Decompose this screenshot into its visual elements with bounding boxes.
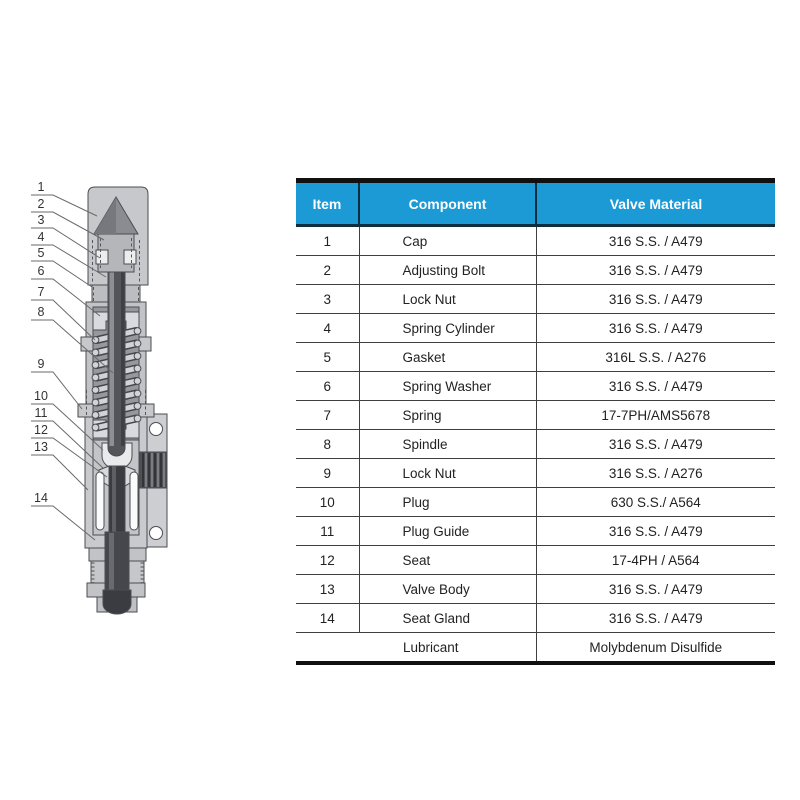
item-cell: 3 [296, 285, 359, 314]
lubricant-row [296, 633, 775, 662]
callout-6: 6 [37, 264, 45, 278]
callout-4: 4 [37, 230, 45, 244]
table-row [296, 226, 775, 256]
table-header-row [296, 183, 775, 226]
table-row [296, 372, 775, 401]
col-header-item: Item [296, 183, 359, 226]
material-cell: 17-7PH/AMS5678 [536, 401, 775, 430]
callout-11: 11 [34, 406, 48, 420]
table-row [296, 546, 775, 575]
material-cell: 316 S.S. / A479 [536, 604, 775, 633]
material-cell: 316 S.S. / A479 [536, 575, 775, 604]
material-cell: 316 S.S. / A479 [536, 285, 775, 314]
table-row [296, 459, 775, 488]
callout-13: 13 [34, 440, 48, 454]
material-cell: 316 S.S. / A479 [536, 226, 775, 256]
flange-hole-top [150, 423, 163, 436]
table-row [296, 430, 775, 459]
item-cell: 11 [296, 517, 359, 546]
callout-7: 7 [37, 285, 45, 299]
component-cell: Valve Body [359, 575, 536, 604]
table-row [296, 256, 775, 285]
material-cell: 316 S.S. / A276 [536, 459, 775, 488]
material-cell: 316 S.S. / A479 [536, 517, 775, 546]
callout-14: 14 [34, 491, 48, 505]
component-cell: Plug [359, 488, 536, 517]
item-cell: 2 [296, 256, 359, 285]
component-cell: Gasket [359, 343, 536, 372]
callout-9: 9 [37, 357, 45, 371]
material-cell: 316 S.S. / A479 [536, 372, 775, 401]
material-cell: 17-4PH / A564 [536, 546, 775, 575]
component-cell: Plug Guide [359, 517, 536, 546]
component-cell: Adjusting Bolt [359, 256, 536, 285]
flange-hole-bottom [150, 527, 163, 540]
callout-8: 8 [37, 305, 45, 319]
materials-table [296, 178, 775, 665]
item-cell: 13 [296, 575, 359, 604]
item-cell: 6 [296, 372, 359, 401]
lubricant-label-cell: Lubricant [296, 633, 536, 662]
col-header-component: Component [359, 183, 536, 226]
table-row [296, 343, 775, 372]
table-row [296, 314, 775, 343]
item-cell: 4 [296, 314, 359, 343]
callout-2: 2 [37, 197, 45, 211]
table-row [296, 285, 775, 314]
item-cell: 5 [296, 343, 359, 372]
table-row [296, 604, 775, 633]
component-cell: Cap [359, 226, 536, 256]
col-header-material: Valve Material [536, 183, 775, 226]
table-row [296, 575, 775, 604]
callout-1: 1 [37, 180, 45, 194]
item-cell: 10 [296, 488, 359, 517]
table-row [296, 517, 775, 546]
plug-guide-right [130, 472, 138, 530]
plug-guide [96, 472, 104, 530]
item-cell: 7 [296, 401, 359, 430]
item-cell: 12 [296, 546, 359, 575]
material-cell: 316 S.S. / A479 [536, 314, 775, 343]
lubricant-material-cell: Molybdenum Disulfide [589, 639, 723, 655]
component-cell: Lock Nut [359, 459, 536, 488]
material-cell: 316 S.S. / A479 [536, 430, 775, 459]
callout-3: 3 [37, 213, 45, 227]
callout-5: 5 [37, 246, 45, 260]
material-cell: 316 S.S. / A479 [536, 256, 775, 285]
table-row [296, 488, 775, 517]
component-cell: Spring [359, 401, 536, 430]
callout-12: 12 [34, 423, 48, 437]
component-cell: Seat Gland [359, 604, 536, 633]
component-cell: Spindle [359, 430, 536, 459]
component-cell: Spring Cylinder [359, 314, 536, 343]
item-cell: 14 [296, 604, 359, 633]
table-row [296, 401, 775, 430]
outlet-port [140, 452, 166, 488]
material-cell: 630 S.S./ A564 [536, 488, 775, 517]
valve-cross-section-diagram [0, 0, 280, 660]
component-cell: Seat [359, 546, 536, 575]
item-cell: 8 [296, 430, 359, 459]
material-cell: 316L S.S. / A276 [536, 343, 775, 372]
item-cell: 1 [296, 226, 359, 256]
lock-nut-face-right [124, 250, 136, 264]
component-cell: Lock Nut [359, 285, 536, 314]
callout-10: 10 [34, 389, 48, 403]
callout-numbers [34, 180, 48, 505]
component-cell: Spring Washer [359, 372, 536, 401]
item-cell: 9 [296, 459, 359, 488]
